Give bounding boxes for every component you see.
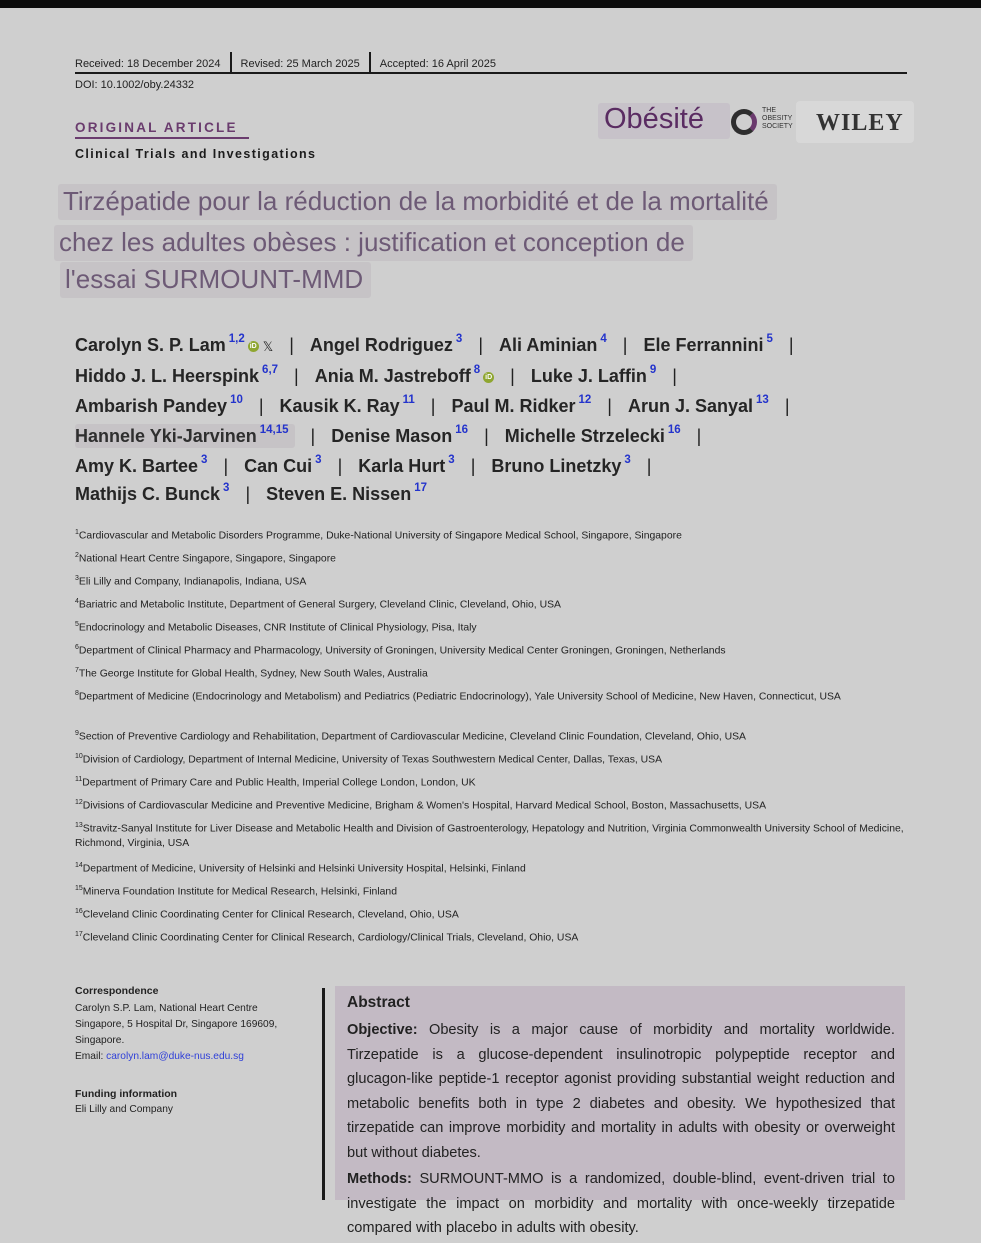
author-line-5	[75, 456, 667, 477]
author-affiliation[interactable]: 16	[667, 424, 681, 436]
article-type-underline	[75, 137, 249, 139]
author-separator: |	[245, 484, 251, 504]
author-line-4	[75, 426, 717, 447]
affiliation: $^8$Department of Medicine (Endocrinology and Metabolism) and Pediatrics (Pediatric Endocrinology), Yale University School of Medicine, New Haven, Connecticut, USA	[75, 690, 841, 703]
affiliation: $^{11}$Department of Primary Care and Public Health, Imperial College London, London, UK	[75, 776, 476, 789]
author-separator: |	[310, 426, 316, 446]
author[interactable]: Paul M. Ridker	[451, 396, 576, 416]
publisher-logo: WILEY	[816, 110, 904, 136]
date-separator	[230, 52, 232, 72]
author-separator: |	[672, 366, 677, 386]
affiliation: $^1$Cardiovascular and Metabolic Disorders Programme, Duke-National University of Singapore Medical School, Singapore, Singapore	[75, 529, 682, 542]
abstract-body	[347, 1018, 895, 1243]
author-separator: |	[289, 335, 294, 355]
article-title-line-2: chez les adultes obèses : justification et conception de	[54, 225, 693, 261]
author[interactable]: Ali Aminian	[499, 335, 598, 355]
email-link[interactable]: carolyn.lam@duke-nus.edu.sg	[106, 1051, 244, 1062]
affiliation: $^{10}$Division of Cardiology, Department of Internal Medicine, University of Texas Southwestern Medical Center, Dallas, Texas, USA	[75, 753, 663, 766]
objective-label: Objective:	[347, 1022, 418, 1038]
author-separator: |	[784, 396, 790, 416]
author-line-6	[75, 484, 427, 505]
author[interactable]: Hiddo J. L. Heerspink	[75, 366, 260, 386]
author[interactable]: Can Cui	[244, 456, 313, 476]
article-title-line-1: Tirzépatide pour la réduction de la morbidité et de la mortalité	[58, 184, 777, 220]
author-affiliation[interactable]: 17	[414, 482, 427, 494]
author-affiliation[interactable]: 11	[402, 394, 415, 406]
author[interactable]: Denise Mason	[331, 426, 453, 446]
orcid-icon[interactable]: iD	[249, 342, 257, 350]
orcid-icon[interactable]: iD	[485, 373, 493, 381]
author-separator: |	[788, 335, 794, 355]
author[interactable]: Angel Rodriguez	[309, 335, 453, 355]
author-separator: |	[223, 456, 229, 476]
affiliation: $^6$Department of Clinical Pharmacy and Pharmacology, University of Groningen, University Medical Center Groningen, Groningen, Netherlands	[75, 644, 726, 657]
affiliation: $^5$Endocrinology and Metabolic Diseases, CNR Institute of Clinical Physiology, Pisa, Italy	[75, 621, 477, 634]
author-affiliation[interactable]: 13	[756, 394, 769, 406]
author-affiliation[interactable]: 9	[649, 364, 657, 376]
author-affiliation[interactable]: 8	[473, 364, 481, 376]
author[interactable]: Carolyn S. P. Lam	[75, 335, 226, 355]
article-title-line-3: l'essai SURMOUNT-MMD	[60, 262, 371, 298]
author-affiliation[interactable]: 3	[315, 454, 322, 466]
journal-branding	[598, 101, 914, 143]
author[interactable]: Mathijs C. Bunck	[75, 484, 221, 504]
author-separator: |	[470, 456, 476, 476]
email-label: Email:	[75, 1051, 107, 1062]
funding-heading: Funding information	[75, 1088, 178, 1100]
author-affiliation[interactable]: 1,2	[228, 333, 245, 345]
affiliation: $^9$Section of Preventive Cardiology and Rehabilitation, Department of Cardiovascular Medicine, Cleveland Clinic Foundation, Cleveland, Ohio, USA	[75, 730, 746, 743]
author[interactable]: Luke J. Laffin	[530, 366, 647, 386]
author-affiliation[interactable]: 10	[230, 394, 243, 406]
correspondence-address: Carolyn S.P. Lam, National Heart Centre Singapore, 5 Hospital Dr, Singapore 169609, Singapore.	[75, 1003, 278, 1046]
author-affiliation[interactable]: 5	[766, 333, 773, 345]
author-separator: |	[484, 426, 489, 446]
author-separator: |	[478, 335, 483, 355]
received-date: Received: 18 December 2024	[75, 57, 221, 70]
author-affiliation[interactable]: 14,15	[259, 424, 289, 436]
author-line-1	[75, 335, 810, 356]
funding-text: Eli Lilly and Company	[75, 1104, 173, 1115]
affiliation: $^{14}$Department of Medicine, University of Helsinki and Helsinki University Hospital, Helsinki, Finland	[75, 862, 526, 875]
top-dark-bar	[0, 0, 981, 8]
author-affiliation[interactable]: 3	[448, 454, 455, 466]
publication-dates	[75, 54, 496, 74]
author[interactable]: Arun J. Sanyal	[627, 396, 754, 416]
article-category: Clinical Trials and Investigations	[75, 147, 317, 161]
author[interactable]: Bruno Linetzky	[491, 456, 622, 476]
author-affiliation[interactable]: 12	[578, 394, 592, 406]
methods-label: Methods:	[347, 1171, 412, 1187]
journal-name: Obésité	[604, 103, 704, 135]
author[interactable]: Ania M. Jastreboff	[314, 366, 471, 386]
x-social-icon[interactable]: 𝕏	[262, 339, 274, 354]
affiliation: $^{12}$Divisions of Cardiovascular Medicine and Preventive Medicine, Brigham & Women's Hospital, Harvard Medical School, Boston, Massachusetts, USA	[75, 799, 767, 812]
abstract-objective: Objective: Obesity is a major cause of morbidity and mortality worldwide. Tirzepatide is a glucose-dependent insulinotropic polypeptide receptor and glucagon-like peptide-1 receptor agonist providing substantial weight reduction and metabolic benefits both in type 2 diabetes and obesity. We hypothesized that tirzepatide can improve morbidity and mortality in adults with obesity or overweight but without diabetes.	[347, 1022, 895, 1161]
author-separator: |	[646, 456, 652, 476]
affiliation: $^4$Bariatric and Metabolic Institute, Department of General Surgery, Cleveland Clinic, Cleveland, Ohio, USA	[75, 598, 561, 611]
author[interactable]: Ele Ferrannini	[643, 335, 764, 355]
author-affiliation[interactable]: 4	[600, 333, 607, 345]
author-line-3	[75, 396, 806, 417]
author[interactable]: Steven E. Nissen	[266, 484, 412, 504]
correspondence-heading: Correspondence	[75, 985, 159, 997]
abstract-box	[335, 986, 905, 1236]
author-affiliation[interactable]: 3	[455, 333, 463, 345]
author-separator: |	[430, 396, 436, 416]
author[interactable]: Amy K. Bartee	[75, 456, 199, 476]
date-separator	[369, 52, 371, 72]
header-rule	[75, 72, 907, 74]
author-affiliation[interactable]: 3	[624, 454, 631, 466]
doi[interactable]: DOI: 10.1002/oby.24332	[75, 79, 195, 91]
affiliation: $^{15}$Minerva Foundation Institute for Medical Research, Helsinki, Finland	[75, 885, 397, 898]
author-separator: |	[258, 396, 264, 416]
revised-date: Revised: 25 March 2025	[240, 57, 360, 70]
affiliation: $^7$The George Institute for Global Health, Sydney, New South Wales, Australia	[75, 667, 428, 680]
obesity-society-text: THE OBESITY SOCIETY	[762, 107, 793, 130]
article-type-label: ORIGINAL ARTICLE	[75, 120, 238, 135]
column-divider	[322, 988, 325, 1200]
correspondence-body	[75, 1001, 305, 1065]
author[interactable]: Karla Hurt	[358, 456, 446, 476]
affiliation: $^3$Eli Lilly and Company, Indianapolis, Indiana, USA	[75, 575, 307, 588]
accepted-date: Accepted: 16 April 2025	[379, 57, 496, 70]
author-line-2	[75, 366, 693, 387]
author-separator: |	[294, 366, 299, 386]
abstract-methods: Methods: SURMOUNT-MMO is a randomized, double-blind, event-driven trial to investigate the impact on morbidity and mortality with once-weekly tirzepatide compared with placebo in adults with obesity.	[347, 1171, 895, 1236]
obesity-society-logo-icon	[731, 109, 757, 135]
abstract-heading: Abstract	[347, 994, 410, 1011]
affiliation: $^2$National Heart Centre Singapore, Singapore, Singapore	[75, 552, 336, 565]
author-separator: |	[696, 426, 702, 446]
author-separator: |	[337, 456, 343, 476]
author[interactable]: Hannele Yki-Jarvinen	[75, 426, 257, 446]
author-separator: |	[622, 335, 628, 355]
author[interactable]: Kausik K. Ray	[279, 396, 400, 416]
author-affiliation[interactable]: 3	[201, 454, 208, 466]
affiliation: $^{17}$Cleveland Clinic Coordinating Center for Clinical Research, Cardiology/Clinical Trials, Cleveland, Ohio, USA	[75, 931, 579, 944]
author-affiliation[interactable]: 16	[455, 424, 469, 436]
author-highlighted	[75, 424, 295, 448]
author-affiliation[interactable]: 6,7	[262, 364, 279, 376]
affiliation: $^{16}$Cleveland Clinic Coordinating Center for Clinical Research, Cleveland, Ohio, USA	[75, 908, 459, 921]
author[interactable]: Michelle Strzelecki	[504, 426, 665, 446]
author-separator: |	[510, 366, 515, 386]
author-separator: |	[607, 396, 612, 416]
author-affiliation[interactable]: 3	[223, 482, 230, 494]
affiliation: $^{13}$Stravitz-Sanyal Institute for Liver Disease and Metabolic Health and Division of Gastroenterology, Hepatology and Nutrition, Virginia Commonwealth University School of Medicine, Richmond, Virginia, USA	[75, 822, 904, 849]
author[interactable]: Ambarish Pandey	[75, 396, 228, 416]
